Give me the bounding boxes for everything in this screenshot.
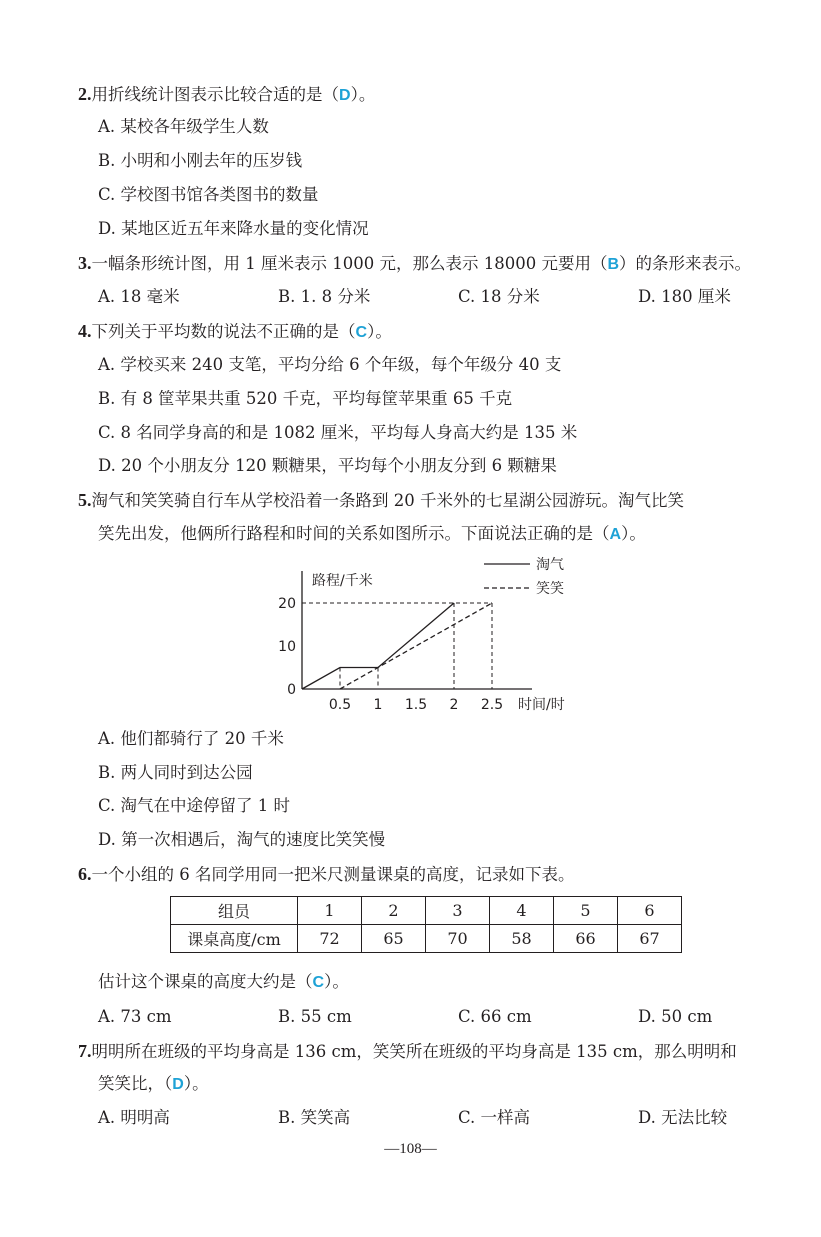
legend-label: 笑笑 xyxy=(536,581,564,597)
q7-stem-line1: 7.明明所在班级的平均身高是 136 cm，笑笑所在班级的平均身高是 135 cm，那么明明和 xyxy=(78,1041,737,1061)
q5-option-d: D. 第一次相遇后，淘气的速度比笑笑慢 xyxy=(98,830,386,849)
q5-option-c: C. 淘气在中途停留了 1 时 xyxy=(98,796,291,815)
y-tick-label: 0 xyxy=(287,682,296,698)
q2-stem: 2.用折线统计图表示比较合适的是（D）。 xyxy=(78,84,376,104)
table-cell: 3 xyxy=(426,897,490,925)
table-cell: 65 xyxy=(362,925,426,953)
q6-stem: 6.一个小组的 6 名同学用同一把米尺测量课桌的高度，记录如下表。 xyxy=(78,864,575,884)
q5-option-b: B. 两人同时到达公园 xyxy=(98,763,253,782)
y-tick-label: 10 xyxy=(278,639,296,655)
table-cell: 72 xyxy=(298,925,362,953)
series-line-xiaoxiao xyxy=(340,603,492,689)
q3-stem: 3.一幅条形统计图，用 1 厘米表示 1000 元，那么表示 18000 元要用（B）的条形来表示。 xyxy=(78,253,752,273)
q6-option-b: B. 55 cm xyxy=(278,1007,352,1026)
q2-answer: D xyxy=(339,87,351,104)
table-cell: 66 xyxy=(554,925,618,953)
table-cell: 4 xyxy=(490,897,554,925)
q5-answer: A xyxy=(609,526,622,543)
table-cell: 5 xyxy=(554,897,618,925)
q7-option-b: B. 笑笑高 xyxy=(278,1108,351,1127)
q7-option-c: C. 一样高 xyxy=(458,1108,531,1127)
table-cell: 2 xyxy=(362,897,426,925)
q6-option-c: C. 66 cm xyxy=(458,1007,532,1026)
q7-stem-line2: 笑笑比，（D）。 xyxy=(98,1074,209,1093)
q7-option-a: A. 明明高 xyxy=(98,1108,170,1127)
x-tick-label: 1.5 xyxy=(404,697,428,713)
x-axis-label: 时间/时 xyxy=(518,697,565,713)
q6-option-d: D. 50 cm xyxy=(638,1007,713,1026)
q4-answer: C xyxy=(355,324,368,341)
x-tick-label: 2.5 xyxy=(480,697,504,713)
q5-option-a: A. 他们都骑行了 20 千米 xyxy=(98,729,284,748)
q2-option-d: D. 某地区近五年来降水量的变化情况 xyxy=(98,219,369,238)
q5-stem-line1: 5.淘气和笑笑骑自行车从学校沿着一条路到 20 千米外的七星湖公园游玩。淘气比笑 xyxy=(78,490,684,510)
q6-sub-question: 估计这个课桌的高度大约是（C）。 xyxy=(98,972,349,991)
q2-option-b: B. 小明和小刚去年的压岁钱 xyxy=(98,151,303,170)
q6-answer: C xyxy=(312,974,325,991)
table-header-cell: 组员 xyxy=(171,897,298,925)
q7-answer: D xyxy=(172,1076,184,1093)
x-tick-label: 2 xyxy=(449,697,459,713)
q3-option-d: D. 180 厘米 xyxy=(638,287,731,306)
legend-label: 淘气 xyxy=(536,557,564,573)
x-tick-label: 0.5 xyxy=(328,697,352,713)
q3-answer: B xyxy=(607,256,620,273)
q4-option-d: D. 20 个小朋友分 120 颗糖果，平均每个小朋友分到 6 颗糖果 xyxy=(98,456,557,475)
q4-option-b: B. 有 8 筐苹果共重 520 千克，平均每筐苹果重 65 千克 xyxy=(98,389,513,408)
table-row xyxy=(171,925,682,953)
q7-option-d: D. 无法比较 xyxy=(638,1108,728,1127)
q5-stem-line2: 笑先出发，他俩所行路程和时间的关系如图所示。下面说法正确的是（A）。 xyxy=(98,524,646,543)
q3-option-c: C. 18 分米 xyxy=(458,287,540,306)
q2-option-c: C. 学校图书馆各类图书的数量 xyxy=(98,185,319,204)
height-table xyxy=(170,896,682,953)
q4-option-c: C. 8 名同学身高的和是 1082 厘米，平均每人身高大约是 135 米 xyxy=(98,423,578,442)
q2-option-a: A. 某校各年级学生人数 xyxy=(98,117,269,136)
table-cell: 67 xyxy=(618,925,682,953)
table-row xyxy=(171,897,682,925)
q4-stem: 4.下列关于平均数的说法不正确的是（C）。 xyxy=(78,321,392,341)
q6-option-a: A. 73 cm xyxy=(98,1007,172,1026)
x-tick-label: 1 xyxy=(373,697,383,713)
table-cell: 6 xyxy=(618,897,682,925)
table-cell: 58 xyxy=(490,925,554,953)
page-number: —108— xyxy=(384,1141,437,1157)
table-cell: 1 xyxy=(298,897,362,925)
distance-time-chart xyxy=(270,550,590,720)
table-cell: 70 xyxy=(426,925,490,953)
table-header-cell: 课桌高度/cm xyxy=(171,925,298,953)
q4-option-a: A. 学校买来 240 支笔，平均分给 6 个年级，每个年级分 40 支 xyxy=(98,355,562,374)
y-tick-label: 20 xyxy=(278,596,296,612)
q3-option-a: A. 18 毫米 xyxy=(98,287,180,306)
q3-option-b: B. 1. 8 分米 xyxy=(278,287,371,306)
y-axis-label: 路程/千米 xyxy=(312,573,373,589)
